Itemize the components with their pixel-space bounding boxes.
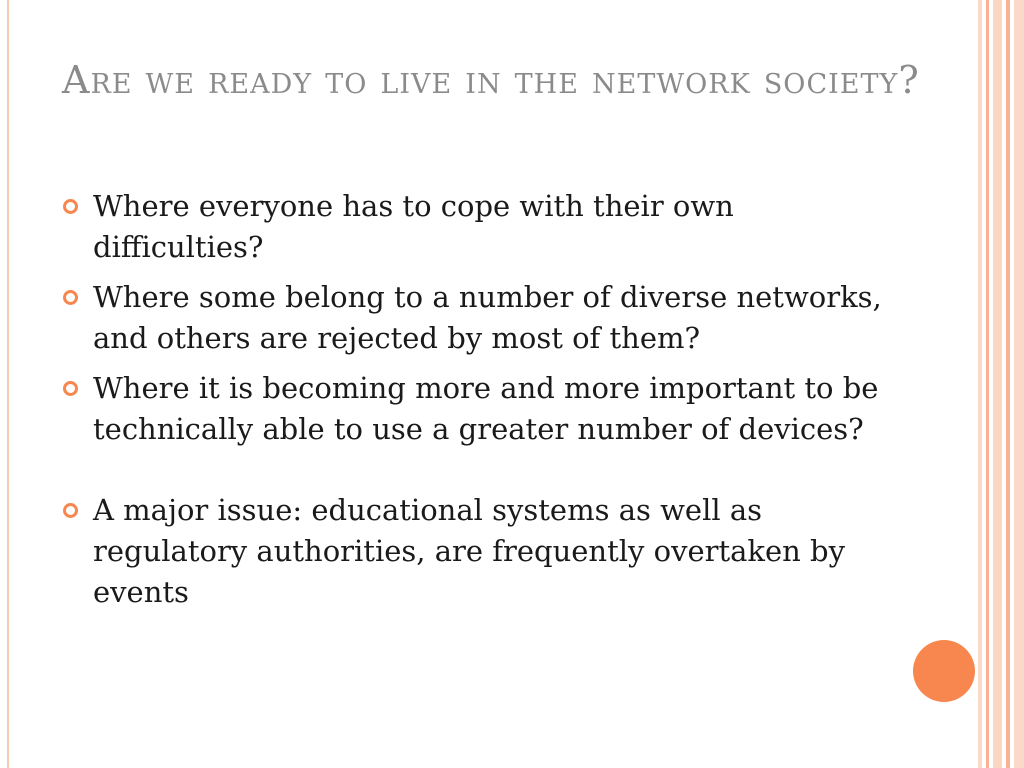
right-stripe <box>1006 0 1010 768</box>
bullet-text: Where some belong to a number of diverse networks, and others are rejected by most of them? <box>93 280 882 355</box>
list-item <box>62 490 882 613</box>
slide-title: Are we ready to live in the network society? <box>62 58 920 102</box>
right-stripe <box>993 0 1002 768</box>
ring-bullet-icon <box>63 199 78 214</box>
ring-bullet-icon <box>63 381 78 396</box>
bullet-text: Where it is becoming more and more important to be technically able to use a greater number of devices? <box>93 371 879 446</box>
ring-bullet-icon <box>63 503 78 518</box>
list-item <box>62 368 882 450</box>
list-item <box>62 277 882 359</box>
bullet-list <box>62 186 882 622</box>
bullet-text: Where everyone has to cope with their own difficulties? <box>93 189 734 264</box>
ring-bullet-icon <box>63 290 78 305</box>
list-item <box>62 186 882 268</box>
orange-circle-decoration <box>913 640 975 702</box>
right-stripe <box>978 0 982 768</box>
right-stripe <box>986 0 989 768</box>
left-border-line <box>7 0 9 768</box>
right-stripe <box>1014 0 1024 768</box>
bullet-text: A major issue: educational systems as well as regulatory authorities, are frequently overtaken by events <box>93 493 846 609</box>
